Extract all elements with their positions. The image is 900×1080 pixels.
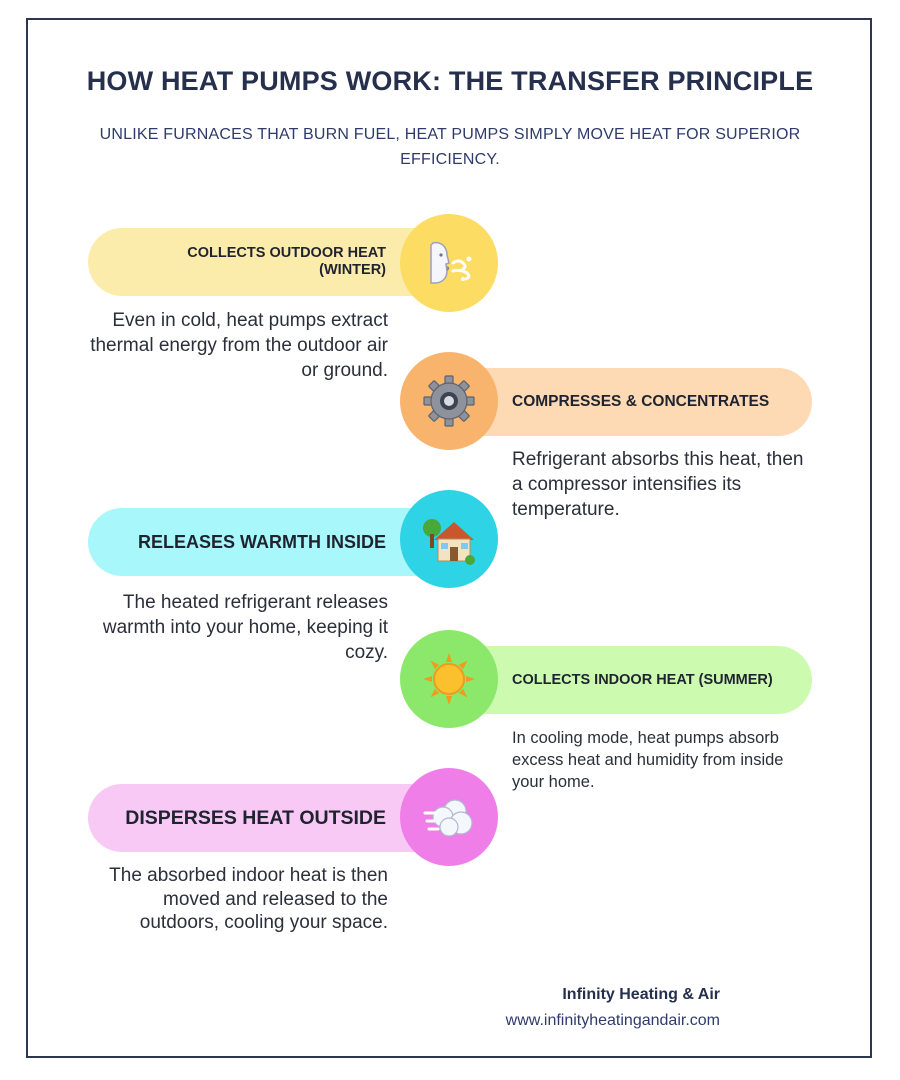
wind-face-icon — [419, 233, 479, 293]
step-pill-releases-warmth — [88, 508, 448, 576]
step-pill-collects-outdoor-heat — [88, 228, 448, 296]
company-website-link[interactable]: www.infinityheatingandair.com — [505, 1012, 720, 1029]
step-description: In cooling mode, heat pumps absorb excess heat and humidity from inside your home. — [512, 729, 784, 791]
page-subtitle: UNLIKE FURNACES THAT BURN FUEL, HEAT PUMPS SIMPLY MOVE HEAT FOR SUPERIOR EFFICIENCY. — [99, 126, 801, 168]
house-icon — [420, 510, 478, 568]
step-circle — [400, 214, 498, 312]
step-description: The absorbed indoor heat is then moved and released to the outdoors, cooling your space. — [109, 865, 388, 933]
step-description: Refrigerant absorbs this heat, then a compressor intensifies its temperature. — [512, 449, 804, 520]
step-label: COMPRESSES & CONCENTRATES — [512, 393, 770, 410]
dashing-cloud-icon — [421, 789, 477, 845]
step-description: Even in cold, heat pumps extract thermal energy from the outdoor air or ground. — [90, 310, 388, 381]
step-label: RELEASES WARMTH INSIDE — [137, 531, 386, 552]
step-label: COLLECTS INDOOR HEAT (SUMMER) — [512, 672, 773, 688]
page-title: HOW HEAT PUMPS WORK: THE TRANSFER PRINCIPLE — [86, 66, 814, 96]
step-circle — [400, 352, 498, 450]
gear-icon — [422, 374, 476, 428]
company-name: Infinity Heating & Air — [562, 986, 720, 1003]
step-label: COLLECTS OUTDOOR HEAT (WINTER) — [187, 245, 386, 278]
step-pill-collects-indoor-heat — [450, 646, 812, 714]
step-circle — [400, 768, 498, 866]
step-circle — [400, 490, 498, 588]
step-description: The heated refrigerant releases warmth into your home, keeping it cozy. — [102, 592, 388, 663]
step-circle — [400, 630, 498, 728]
sun-icon — [421, 651, 477, 707]
step-pill-disperses-heat — [88, 784, 448, 852]
step-label: DISPERSES HEAT OUTSIDE — [125, 806, 386, 829]
step-pill-compresses — [450, 368, 812, 436]
